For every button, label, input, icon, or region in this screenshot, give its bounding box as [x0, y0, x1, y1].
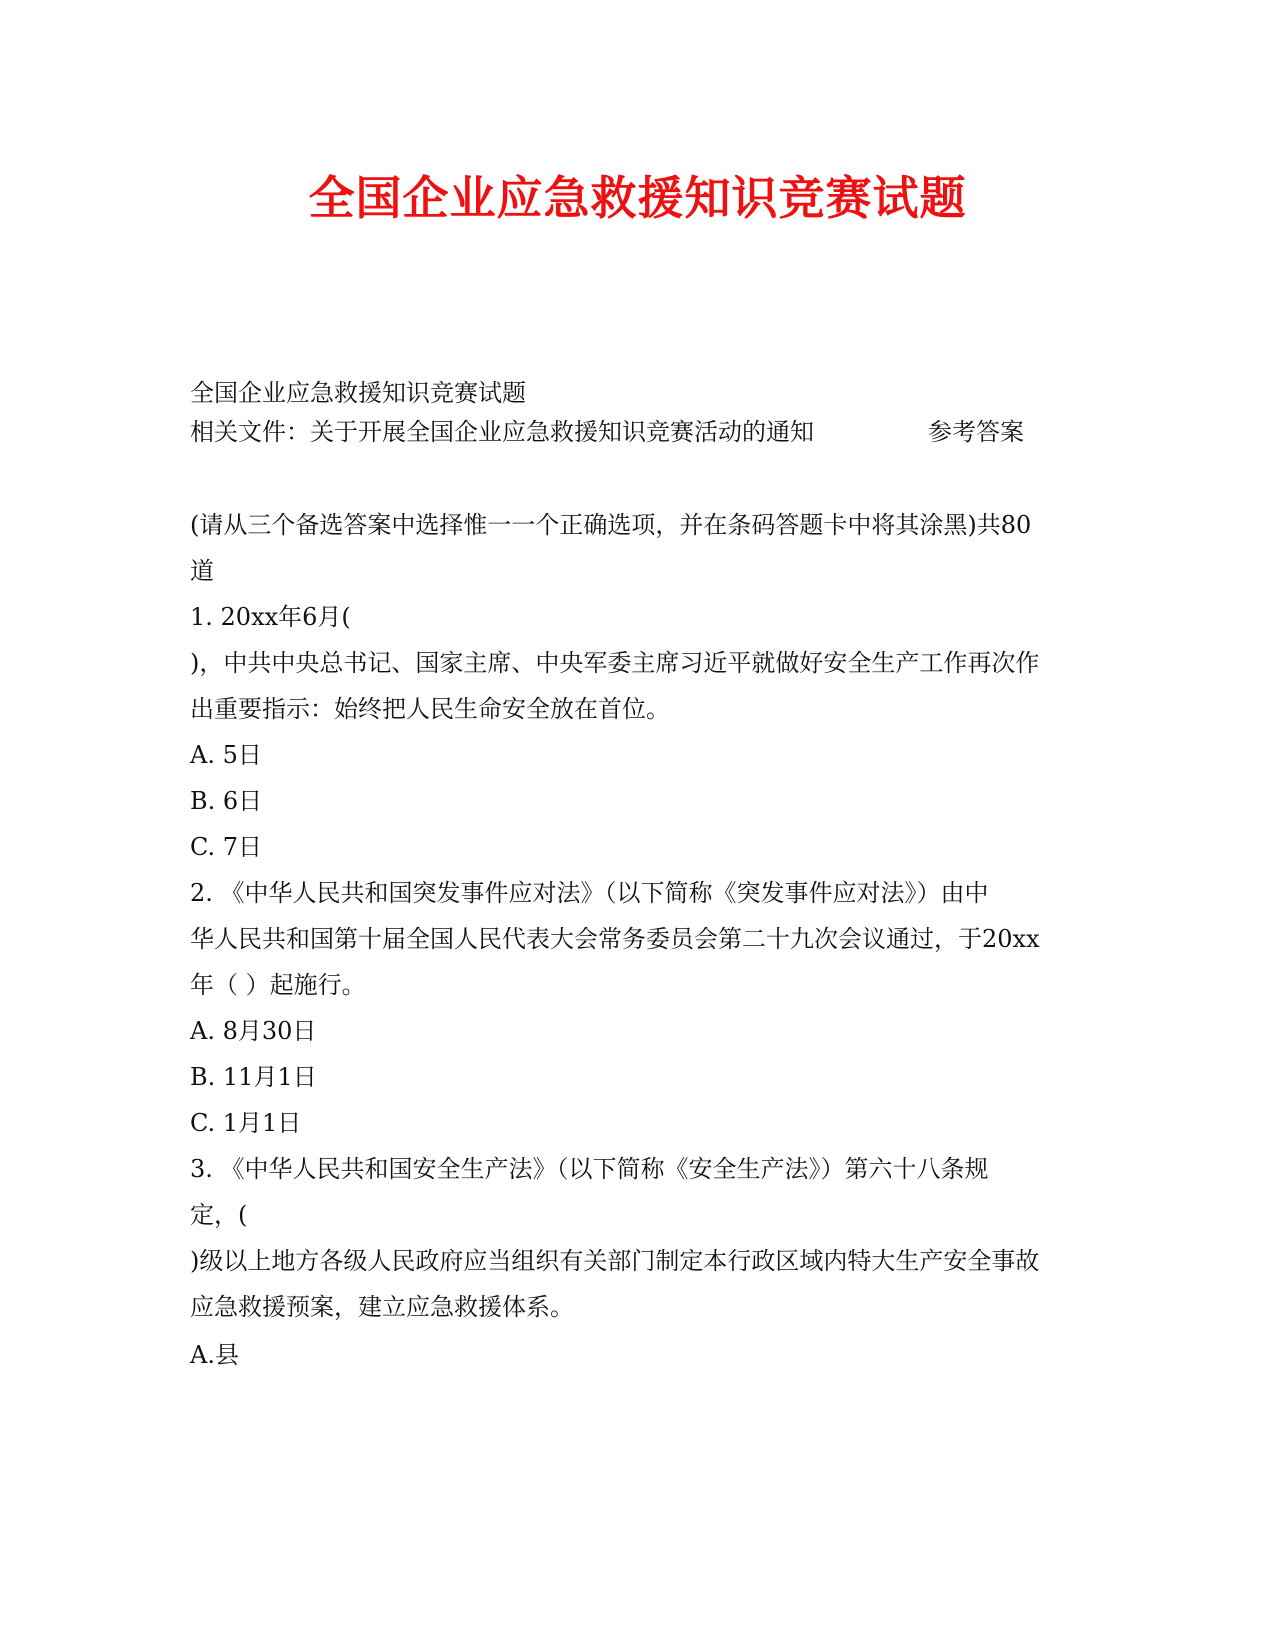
- q3-option-a[interactable]: A.县: [190, 1341, 239, 1369]
- doc-subtitle: 全国企业应急救援知识竞赛试题: [190, 379, 526, 407]
- instruction-line: 道: [190, 557, 214, 585]
- q1-option-a[interactable]: A. 5日: [190, 741, 262, 769]
- question-1-text: 出重要指示：始终把人民生命安全放在首位。: [190, 695, 670, 723]
- q2-option-c[interactable]: C. 1月1日: [190, 1109, 302, 1137]
- question-1: 1. 20xx年6月(: [190, 603, 351, 631]
- q2-option-b[interactable]: B. 11月1日: [190, 1063, 317, 1091]
- question-2-text: 年（ ）起施行。: [190, 971, 366, 999]
- instruction-line: (请从三个备选答案中选择惟一一个正确选项，并在条码答题卡中将其涂黑)共80: [190, 511, 1032, 539]
- question-2: 2. 《中华人民共和国突发事件应对法》（以下简称《突发事件应对法》）由中: [190, 879, 989, 907]
- question-3: 3. 《中华人民共和国安全生产法》（以下简称《安全生产法》）第六十八条规: [190, 1155, 989, 1183]
- q2-option-a[interactable]: A. 8月30日: [190, 1017, 317, 1045]
- q1-option-b[interactable]: B. 6日: [190, 787, 263, 815]
- question-1-text: )，中共中央总书记、国家主席、中央军委主席习近平就做好安全生产工作再次作: [190, 649, 1040, 677]
- question-3-text: 定，(: [190, 1201, 248, 1229]
- q1-option-c[interactable]: C. 7日: [190, 833, 263, 861]
- answer-link[interactable]: 参考答案: [928, 418, 1024, 446]
- question-3-text: )级以上地方各级人民政府应当组织有关部门制定本行政区域内特大生产安全事故: [190, 1247, 1040, 1275]
- page-title: 全国企业应急救援知识竞赛试题: [308, 171, 967, 225]
- question-3-text: 应急救援预案，建立应急救援体系。: [190, 1293, 574, 1321]
- question-2-text: 华人民共和国第十届全国人民代表大会常务委员会第二十九次会议通过，于20xx: [190, 925, 1040, 953]
- related-files-link[interactable]: 相关文件：关于开展全国企业应急救援知识竞赛活动的通知: [190, 418, 814, 446]
- related-files-row: [190, 415, 1024, 449]
